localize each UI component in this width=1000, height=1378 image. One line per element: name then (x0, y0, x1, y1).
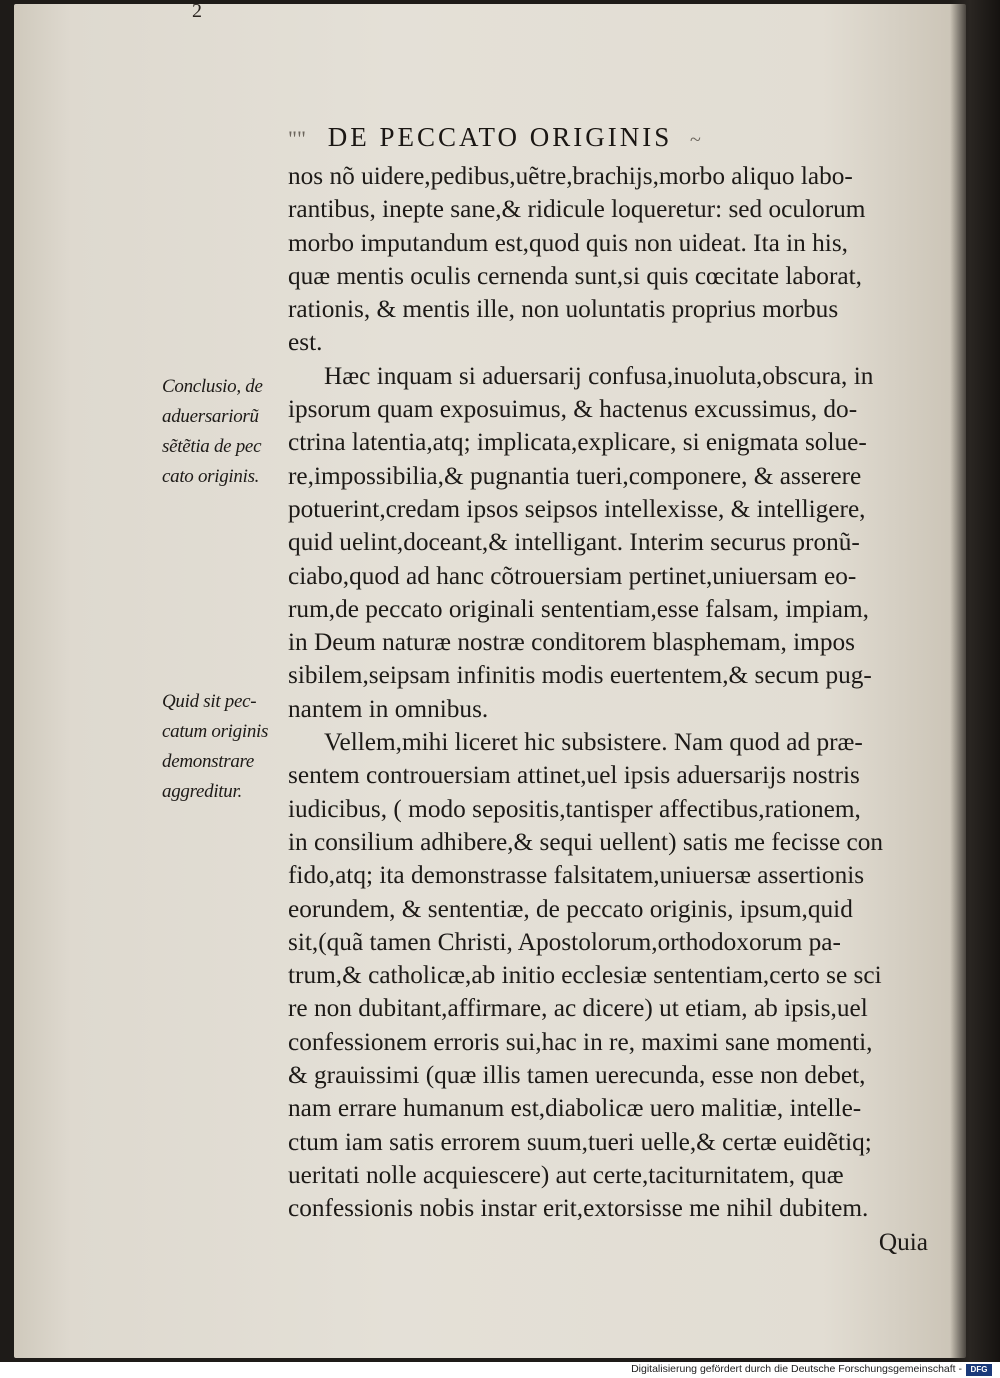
marginal-note-line: catum originis (162, 721, 269, 742)
text-line: rationis, & mentis ille, non uoluntatis proprius morbus (288, 295, 839, 324)
marginal-note (162, 687, 290, 807)
text-line: potuerint,credam ipsos seipsos intellexisse, & intelligere, (288, 494, 866, 523)
marginal-note-line: sẽtẽtia de pec (162, 436, 262, 457)
text-line: trum,& catholicæ,ab initio ecclesiæ sententiam,certo se sci (288, 961, 882, 990)
text-line: & grauissimi (quæ illis tamen uerecunda, esse non debet, (288, 1061, 866, 1090)
text-line: ueritati nolle acquiescere) aut certe,taciturnitatem, quæ (288, 1160, 844, 1189)
running-head (288, 122, 928, 153)
paragraph-start-line: Hæc inquam si aduersarij confusa,inuoluta,obscura, in (324, 361, 874, 390)
text-line: iudicibus, ( modo sepositis,tantisper affectibus,rationem, (288, 794, 861, 823)
marginal-note-line: Quid sit pec- (162, 691, 257, 712)
text-line: confessionis nobis instar erit,extorsisse me nihil dubitem. (288, 1194, 869, 1223)
text-line: ipsorum quam exposuimus, & hactenus excussimus, do- (288, 395, 858, 424)
footer-bar (0, 1362, 1000, 1378)
text-line: morbo imputandum est,quod quis non uideat. Ita in his, (288, 228, 848, 257)
text-line: nos nõ uidere,pedibus,uẽtre,brachijs,morbo aliquo labo- (288, 162, 853, 190)
text-line: eorundem, & sententiæ, de peccato originis, ipsum,quid (288, 894, 853, 923)
text-line: est. (288, 328, 323, 357)
text-line: confessionem erroris sui,hac in re, maximi sane momenti, (288, 1027, 873, 1056)
text-line: nam errare humanum est,diabolicæ uero malitiæ, intelle- (288, 1094, 862, 1123)
marginal-note-line: aduersariorũ (162, 406, 259, 427)
running-head-trail: ~ (690, 129, 701, 151)
text-line: fido,atq; ita demonstrasse falsitatem,uniuersæ assertionis (288, 861, 865, 890)
binding-shadow (950, 0, 1000, 1362)
text-line: in consilium adhibere,& sequi uellent) satis me fecisse con (288, 827, 884, 856)
text-line: quid uelint,doceant,& intelligant. Interim securus pronũ- (288, 528, 860, 557)
catchword: Quia (878, 1227, 928, 1256)
text-line: re non dubitant,affirmare, ac dicere) ut etiam, ab ipsis,uel (288, 994, 868, 1023)
text-line: sibilem,seipsam infinitis modis euertentem,& secum pug- (288, 661, 872, 690)
marginal-note (162, 372, 290, 492)
text-line: sit,(quã tamen Christi, Apostolorum,orthodoxorum pa- (288, 927, 841, 956)
text-line: ctrina latentia,atq; implicata,explicare, si enigmata solue- (288, 428, 867, 457)
text-line: re,impossibilia,& pugnantia tueri,componere, & asserere (288, 461, 862, 490)
marginal-note-line: demonstrare (162, 751, 255, 772)
text-line: rantibus, inepte sane,& ridicule loqueretur: sed oculorum (288, 195, 866, 224)
text-line: rum,de peccato originali sententiam,esse falsam, impiam, (288, 594, 869, 623)
running-head-title: DE PECCATO ORIGINIS (327, 122, 673, 152)
text-line: quæ mentis oculis cernenda sunt,si quis cœcitate laborat, (288, 261, 862, 290)
page-top-mark: 2 (192, 0, 202, 22)
running-head-lead: "" (288, 126, 306, 151)
text-line: in Deum naturæ nostræ conditorem blasphemam, impos (288, 628, 855, 657)
body-text (288, 160, 928, 1259)
marginal-note-line: cato originis. (162, 466, 260, 487)
dfg-logo: DFG (966, 1364, 992, 1376)
text-line: ctum iam satis errorem suum,tueri uelle,& certæ euidẽtiq; (288, 1127, 872, 1156)
marginal-note-line: aggreditur. (162, 781, 242, 802)
paragraph-start-line: Vellem,mihi liceret hic subsistere. Nam quod ad præ- (324, 728, 863, 757)
text-line: sentem controuersiam attinet,uel ipsis aduersarijs nostris (288, 761, 860, 790)
text-line: ciabo,quod ad hanc cõtrouersiam pertinet,uniuersam eo- (288, 561, 857, 590)
marginal-note-line: Conclusio, de (162, 376, 263, 397)
funding-credit: Digitalisierung gefördert durch die Deutsche Forschungsgemeinschaft - (631, 1363, 962, 1375)
text-line: nantem in omnibus. (288, 694, 489, 723)
